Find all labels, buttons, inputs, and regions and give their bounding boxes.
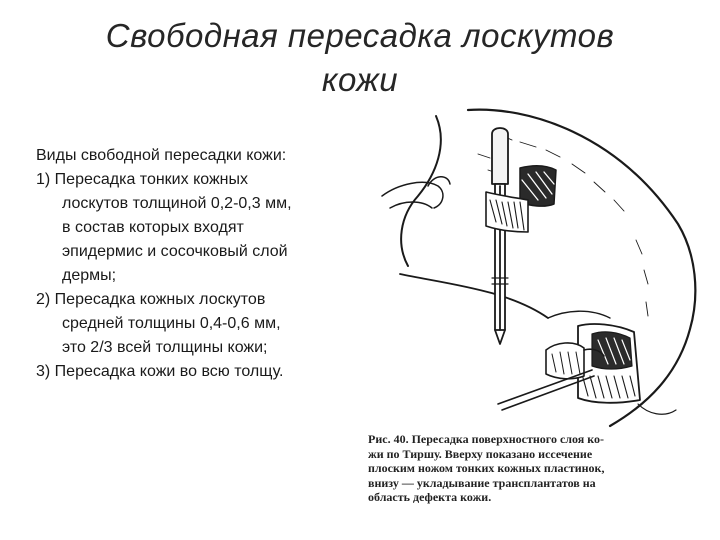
title-line-1: Свободная пересадка лоскутов — [105, 17, 615, 54]
caption-line-2: жи по Тиршу. Вверху показано иссечение — [368, 446, 593, 461]
slide-title — [60, 14, 660, 102]
caption-line-1: Рис. 40. Пересадка поверхностного слоя ко- — [368, 432, 605, 446]
item-1-line-3: в состав которых входят — [62, 219, 244, 236]
item-3-line-1: 3) Пересадка кожи во всю толщу. — [36, 363, 284, 380]
item-1-line-2: лоскутов толщиной 0,2-0,3 мм, — [62, 195, 292, 212]
caption-line-3: плоским ножом тонких кожных пластинок, — [368, 461, 605, 475]
list-heading: Виды свободной пересадки кожи: — [36, 147, 287, 164]
caption-line-5: область дефекта кожи. — [368, 490, 492, 504]
item-2-line-3: это 2/3 всей толщины кожи; — [62, 339, 268, 356]
skin-graft-illustration — [378, 104, 708, 434]
item-2-line-2: средней толщины 0,4-0,6 мм, — [62, 315, 281, 332]
item-1-line-5: дермы; — [62, 267, 117, 284]
item-1-line-1: 1) Пересадка тонких кожных — [36, 171, 248, 188]
title-line-2: кожи — [321, 61, 399, 98]
figure-caption — [368, 432, 688, 505]
hand-left — [382, 177, 450, 208]
graft-lower — [546, 324, 640, 403]
item-1-line-4: эпидермис и сосочковый слой — [62, 243, 288, 260]
caption-line-4: внизу — укладывание трансплантатов на — [368, 475, 596, 490]
body-text — [36, 144, 366, 384]
knife-upper — [492, 128, 508, 344]
item-2-line-1: 2) Пересадка кожных лоскутов — [36, 291, 266, 308]
